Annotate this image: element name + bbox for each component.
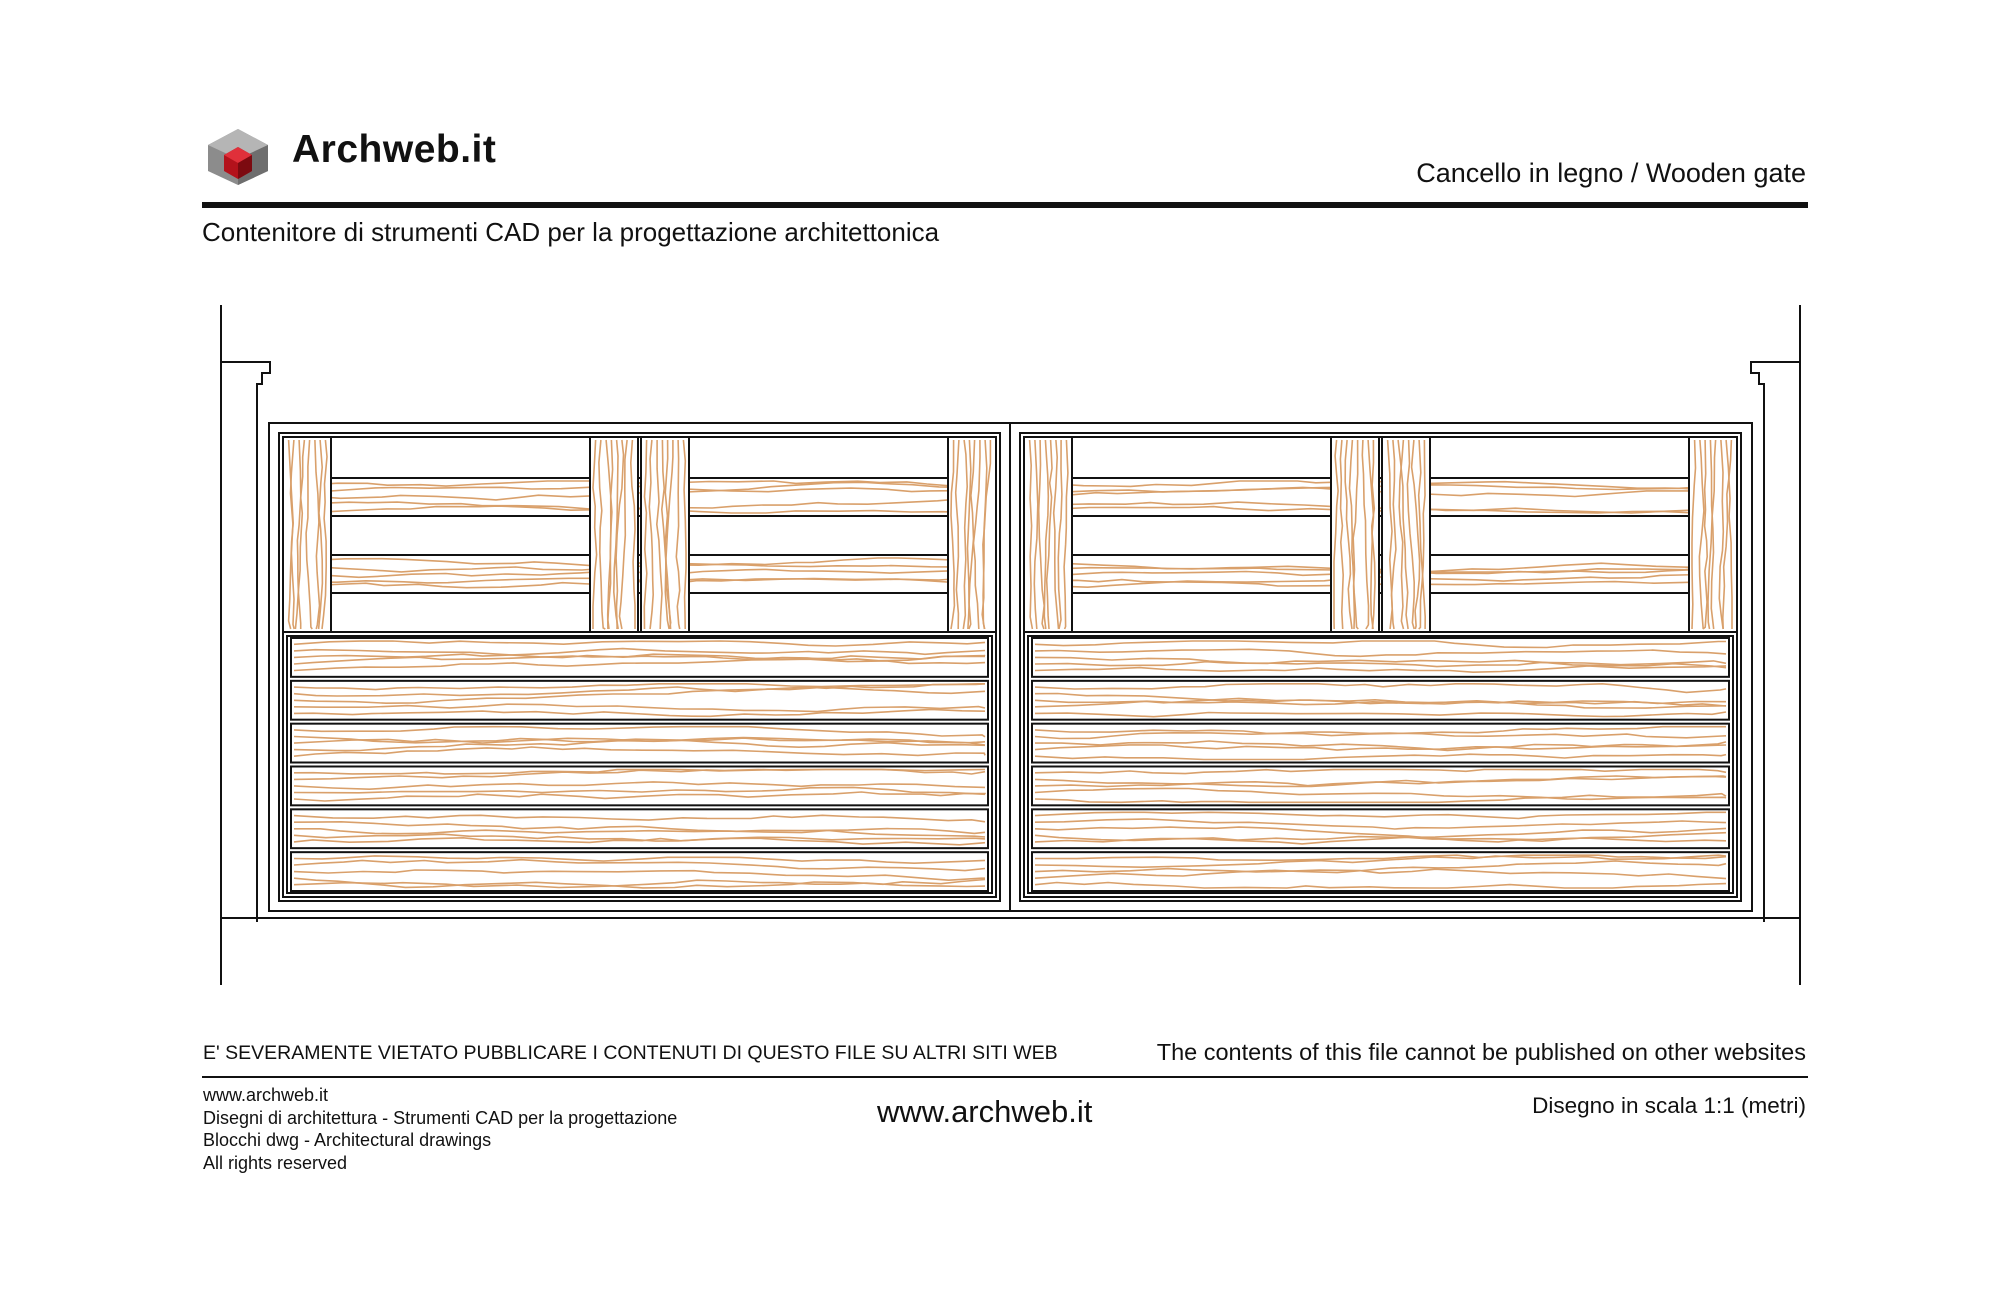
footer-line: All rights reserved — [203, 1152, 348, 1173]
footer-line: Blocchi dwg - Architectural drawings — [203, 1130, 492, 1150]
warning-italian: E' SEVERAMENTE VIETATO PUBBLICARE I CONTENUTI DI QUESTO FILE SU ALTRI SITI WEB — [203, 1042, 1058, 1064]
scale-note: Disegno in scala 1:1 (metri) — [1532, 1093, 1806, 1118]
brand-name: Archweb.it — [292, 128, 497, 171]
website-link[interactable]: www.archweb.it — [877, 1094, 1093, 1129]
footer-info — [203, 1084, 677, 1174]
gate-left-rail — [283, 555, 996, 593]
gate-left-plank — [291, 767, 988, 806]
subtitle: Contenitore di strumenti CAD per la progettazione architettonica — [202, 217, 940, 247]
footer-divider — [202, 1076, 1808, 1078]
gate-right-rail — [1024, 555, 1737, 593]
gate-right-upper-section — [1024, 437, 1737, 632]
gate-right-plank — [1032, 638, 1729, 677]
drawing-title: Cancello in legno / Wooden gate — [1416, 158, 1806, 188]
footer-line: Disegni di architettura - Strumenti CAD per la progettazione — [203, 1107, 678, 1128]
gate-left-post — [641, 437, 689, 632]
gate-left-upper-section — [283, 437, 996, 632]
footer-line: www.archweb.it — [203, 1085, 329, 1105]
gate-left-post — [948, 437, 996, 632]
warning-english: The contents of this file cannot be published on other websites — [1156, 1039, 1806, 1065]
